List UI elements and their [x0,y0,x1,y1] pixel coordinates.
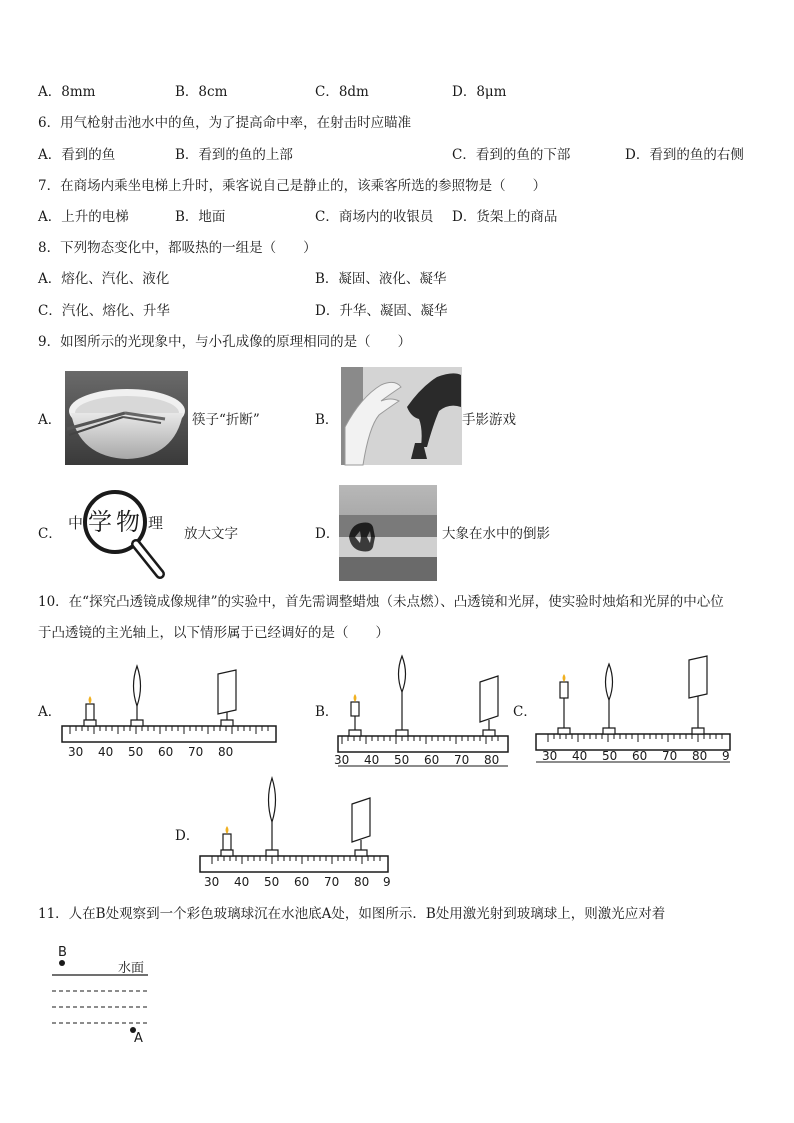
scale-label: 50 [394,753,410,767]
scale-label: 9 [383,875,391,889]
scale-label: 50 [602,749,618,763]
point-b-label: B [58,945,67,960]
q5-option-a: A．8mm [38,84,96,100]
optical-bench-c [534,654,734,770]
q9-option-c-letter: C． [38,526,62,542]
scale-label: 80 [218,745,234,759]
magnifier-figure [62,486,177,582]
magnifier-char-1: 中 [68,514,84,532]
scale-label: 70 [188,745,204,759]
optical-bench-a [60,660,280,760]
q7-option-a: A．上升的电梯 [38,209,129,225]
q9-option-a-letter: A． [38,412,62,428]
q10-stem-line2: 于凸透镜的主光轴上，以下情形属于已经调好的是（ ） [38,625,389,641]
q9-stem: 9．如图所示的光现象中，与小孔成像的原理相同的是（ ） [38,334,412,350]
magnifier-char-3: 物 [116,508,140,536]
q9-option-d-letter: D． [315,526,340,542]
scale-label: 9 [722,749,730,763]
optical-bench-b [336,652,512,770]
water-pool-diagram [48,940,160,1046]
q9-option-a-caption: 筷子“折断” [192,412,260,428]
q10-option-b-letter: B． [315,704,339,720]
q7-option-b: B．地面 [175,209,226,225]
q10-option-a-letter: A． [38,704,62,720]
scale-label: 50 [128,745,144,759]
q7-option-c: C．商场内的收银员 [315,209,434,225]
q8-option-d: D．升华、凝固、凝华 [315,303,448,319]
q8-option-c: C．汽化、熔化、升华 [38,303,170,319]
scale-label: 80 [484,753,500,767]
point-b-dot [59,960,65,966]
q6-option-a: A．看到的鱼 [38,147,116,163]
q8-option-a: A．熔化、汽化、液化 [38,271,170,287]
q7-option-d: D．货架上的商品 [452,209,558,225]
scale-label: 80 [354,875,370,889]
point-a-label: A [134,1031,143,1046]
magnifier-char-2: 学 [88,508,112,536]
scale-label: 60 [158,745,174,759]
scale-label: 30 [334,753,350,767]
magnifier-char-4: 理 [148,514,164,532]
scale-label: 30 [68,745,84,759]
q7-stem: 7．在商场内乘坐电梯上升时，乘客说自己是静止的，该乘客所选的参照物是（ ） [38,178,547,194]
chopsticks-bowl-photo [65,371,188,465]
q5-option-b: B．8cm [175,84,228,100]
q6-option-d: D．看到的鱼的右侧 [625,147,744,163]
q9-option-d-caption: 大象在水中的倒影 [442,526,550,542]
hand-shadow-photo [341,367,462,465]
scale-label: 70 [324,875,340,889]
q11-stem: 11．人在B处观察到一个彩色玻璃球沉在水池底A处，如图所示．B处用激光射到玻璃球上，则激光应对着 [38,906,666,922]
q10-option-d-letter: D． [175,828,200,844]
scale-label: 40 [572,749,588,763]
scale-label: 50 [264,875,280,889]
q9-option-c-caption: 放大文字 [184,526,238,542]
elephant-reflection-photo [339,485,437,581]
q8-stem: 8．下列物态变化中，都吸热的一组是（ ） [38,240,317,256]
q8-option-b: B．凝固、液化、凝华 [315,271,447,287]
scale-label: 80 [692,749,708,763]
scale-label: 70 [662,749,678,763]
scale-label: 40 [234,875,250,889]
scale-label: 60 [632,749,648,763]
q9-option-b-caption: 手影游戏 [462,412,516,428]
q5-option-c: C．8dm [315,84,369,100]
scale-label: 30 [542,749,558,763]
q5-option-d: D．8μm [452,84,507,100]
scale-label: 40 [364,753,380,767]
scale-label: 40 [98,745,114,759]
q6-stem: 6．用气枪射击池水中的鱼，为了提高命中率，在射击时应瞄准 [38,115,412,131]
scale-label: 60 [294,875,310,889]
scale-label: 30 [204,875,220,889]
q10-option-c-letter: C． [513,704,537,720]
optical-bench-d [198,776,392,890]
q6-option-b: B．看到的鱼的上部 [175,147,293,163]
q9-option-b-letter: B． [315,412,339,428]
scale-label: 60 [424,753,440,767]
water-surface-label: 水面 [118,961,145,976]
scale-label: 70 [454,753,470,767]
q10-stem-line1: 10．在“探究凸透镜成像规律”的实验中，首先需调整蜡烛（未点燃）、凸透镜和光屏，使实验时烛焰和光屏的中心位 [38,594,724,610]
q6-option-c: C．看到的鱼的下部 [452,147,571,163]
